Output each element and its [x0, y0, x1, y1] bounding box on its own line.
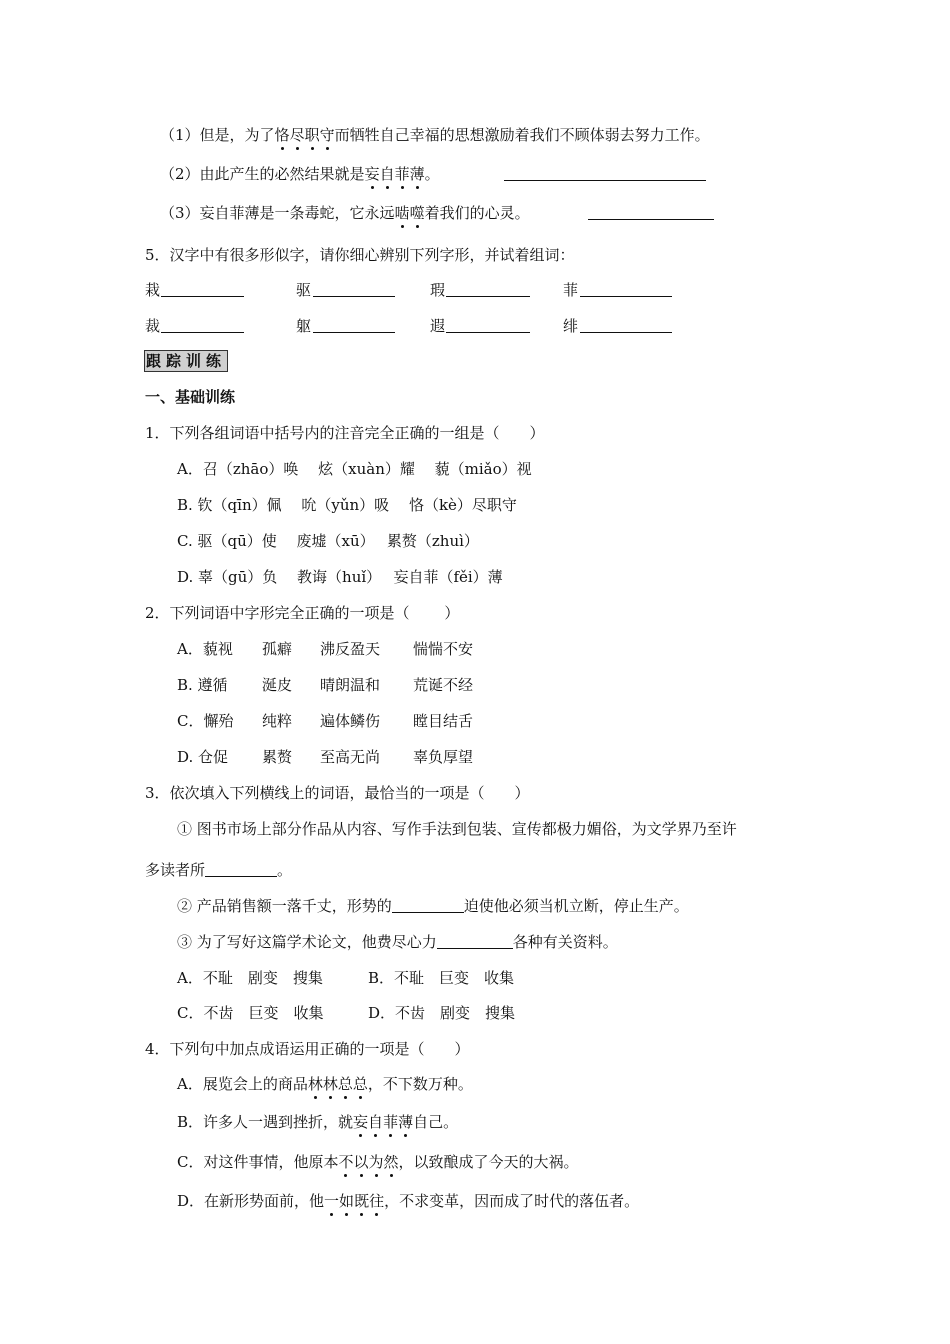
answer-blank[interactable]: [437, 934, 513, 949]
answer-blank[interactable]: [588, 219, 714, 220]
dotted-word: [308, 1075, 368, 1093]
q2-word: 晴朗温和: [320, 676, 381, 694]
q1-option-c: C. 驱（qū）使 废墟（xū） 累赘（zhuì）: [177, 532, 479, 550]
answer-blank[interactable]: [446, 296, 530, 297]
dotted-char: 不: [338, 1153, 354, 1171]
q4-option-a: [177, 1074, 473, 1094]
char-xia: 瑕: [430, 281, 446, 299]
q2-option-d: [177, 747, 228, 767]
dotted-char: 恪: [274, 126, 290, 144]
q2-word: 荒诞不经: [413, 676, 474, 694]
q4-option-b: [177, 1112, 458, 1132]
dotted-char: 如: [339, 1192, 355, 1210]
q3-sentence-3: [177, 932, 618, 952]
dotted-char: 总: [337, 1075, 353, 1093]
dotted-char: 林: [322, 1075, 338, 1093]
dotted-char: 噬: [409, 204, 425, 222]
q1-option-b: B. 钦（qīn）佩 吮（yǔn）吸 恪（kè）尽职守: [177, 496, 517, 514]
dotted-char: 为: [368, 1153, 384, 1171]
q2-word: 沸反盈天: [320, 640, 381, 658]
sentence-text: A．展览会上的商品: [177, 1075, 308, 1093]
dotted-char: 自: [368, 1113, 384, 1131]
dotted-char: 妄: [364, 165, 380, 183]
section-heading: 跟踪训练: [146, 352, 227, 370]
sentence-text: D．在新形势面前，他: [177, 1192, 325, 1210]
dotted-char: 既: [354, 1192, 370, 1210]
dotted-char: 以: [353, 1153, 369, 1171]
sentence-text: 。: [424, 165, 440, 183]
answer-blank[interactable]: [580, 296, 672, 297]
sentence-text: （3）妄自菲薄是一条毒蛇，它永远: [160, 204, 395, 222]
q1-option-a: A．召（zhāo）唤 炫（xuàn）耀 藐（miǎo）视: [177, 460, 532, 478]
answer-blank[interactable]: [205, 862, 277, 877]
sentence-text: （1）但是，为了: [160, 126, 275, 144]
dotted-word: [395, 204, 425, 222]
answer-blank[interactable]: [313, 296, 395, 297]
sentence-text: C．对这件事情，他原本: [177, 1153, 339, 1171]
q4-option-d: [177, 1191, 639, 1211]
answer-blank[interactable]: [446, 332, 530, 333]
q1-stem: 1．下列各组词语中括号内的注音完全正确的一组是（ ）: [145, 424, 545, 442]
dotted-char: 一: [324, 1192, 340, 1210]
q2-word: 纯粹: [262, 712, 293, 730]
char-qu: 驱: [296, 281, 312, 299]
q3-option-a: A．不耻 剧变 搜集: [177, 969, 323, 987]
answer-blank[interactable]: [580, 332, 672, 333]
sentence-text: （2）由此产生的必然结果就是: [160, 165, 365, 183]
dotted-word: [353, 1113, 413, 1131]
q4-sentence-2: [160, 164, 440, 184]
q5-title: 5．汉字中有很多形似字，请你细心辨别下列字形，并试着组词：: [145, 246, 575, 264]
answer-blank[interactable]: [313, 332, 395, 333]
char-zai: 栽: [145, 281, 161, 299]
q2-word: 累赘: [262, 748, 293, 766]
dotted-char: 薄: [409, 165, 425, 183]
dotted-word: [365, 165, 425, 183]
q3-sentence-1b: [145, 860, 292, 880]
q3-sentence-2: [177, 896, 689, 916]
char-qu2: 躯: [296, 317, 312, 335]
answer-blank[interactable]: [392, 898, 464, 913]
dotted-word: [324, 1192, 384, 1210]
q4-sentence-3: [160, 203, 530, 223]
word: A．藐视: [177, 640, 233, 658]
sentence-text: ，不求变革，因而成了时代的落伍者。: [384, 1192, 640, 1210]
word: B. 遵循: [177, 676, 228, 694]
char-cai: 裁: [145, 317, 161, 335]
q2-word: 遍体鳞伤: [320, 712, 381, 730]
sentence-text: 。: [277, 861, 293, 879]
sentence-text: 迫使他必须当机立断，停止生产。: [463, 897, 689, 915]
q3-sentence-1a: ① 图书市场上部分作品从内容、写作手法到包装、宣传都极力媚俗，为文学界乃至许: [177, 820, 737, 838]
q2-option-c: [177, 711, 233, 731]
sentence-text: 着我们的心灵。: [424, 204, 530, 222]
dotted-char: 林: [307, 1075, 323, 1093]
sentence-text: 自己。: [413, 1113, 459, 1131]
q3-stem: 3．依次填入下列横线上的词语，最恰当的一项是（ ）: [145, 784, 530, 802]
sentence-text: ③ 为了写好这篇学术论文，他费尽心力: [177, 933, 437, 951]
answer-blank[interactable]: [161, 332, 244, 333]
dotted-char: 自: [379, 165, 395, 183]
answer-blank[interactable]: [161, 296, 244, 297]
q2-option-b: [177, 675, 228, 695]
dotted-char: 尽: [289, 126, 305, 144]
q4-stem: 4．下列句中加点成语运用正确的一项是（ ）: [145, 1040, 470, 1058]
q3-option-b: B．不耻 巨变 收集: [368, 969, 515, 987]
dotted-word: [275, 126, 335, 144]
sentence-text: ，以致酿成了今天的大祸。: [398, 1153, 579, 1171]
q2-word: 涎皮: [262, 676, 293, 694]
subsection-title: 一、基础训练: [145, 388, 236, 406]
word: C．懈殆: [177, 712, 234, 730]
dotted-char: 薄: [398, 1113, 414, 1131]
char-fei2: 绯: [563, 317, 579, 335]
char-xia2: 遐: [430, 317, 446, 335]
q3-option-d: D．不齿 剧变 搜集: [368, 1004, 516, 1022]
q1-option-d: D. 辜（gū）负 教诲（huǐ） 妄自菲（fěi）薄: [177, 568, 503, 586]
q4-option-c: [177, 1152, 579, 1172]
q3-option-c: C．不齿 巨变 收集: [177, 1004, 324, 1022]
word: D. 仓促: [177, 748, 229, 766]
dotted-char: 守: [319, 126, 335, 144]
sentence-text: 多读者所: [145, 861, 206, 879]
sentence-text: ，不下数万种。: [367, 1075, 473, 1093]
char-fei: 菲: [563, 281, 579, 299]
sentence-text: 各种有关资料。: [512, 933, 618, 951]
dotted-char: 然: [383, 1153, 399, 1171]
q2-word: 惴惴不安: [413, 640, 474, 658]
answer-blank[interactable]: [504, 180, 706, 181]
q2-word: 孤癖: [262, 640, 293, 658]
dotted-char: 菲: [394, 165, 410, 183]
sentence-text: B．许多人一遇到挫折，就: [177, 1113, 354, 1131]
dotted-char: 总: [352, 1075, 368, 1093]
q4-sentence-1: [160, 125, 710, 145]
dotted-char: 啮: [394, 204, 410, 222]
dotted-char: 往: [369, 1192, 385, 1210]
q2-word: 至高无尚: [320, 748, 381, 766]
sentence-text: 而牺牲自己幸福的思想激励着我们不顾体弱去努力工作。: [334, 126, 710, 144]
dotted-char: 菲: [383, 1113, 399, 1131]
q2-stem: 2．下列词语中字形完全正确的一项是（ ）: [145, 604, 460, 622]
dotted-char: 职: [304, 126, 320, 144]
sentence-text: ② 产品销售额一落千丈，形势的: [177, 897, 392, 915]
dotted-word: [338, 1153, 398, 1171]
dotted-char: 妄: [353, 1113, 369, 1131]
q2-word: 瞠目结舌: [413, 712, 474, 730]
q2-option-a: [177, 639, 233, 659]
q2-word: 辜负厚望: [413, 748, 474, 766]
